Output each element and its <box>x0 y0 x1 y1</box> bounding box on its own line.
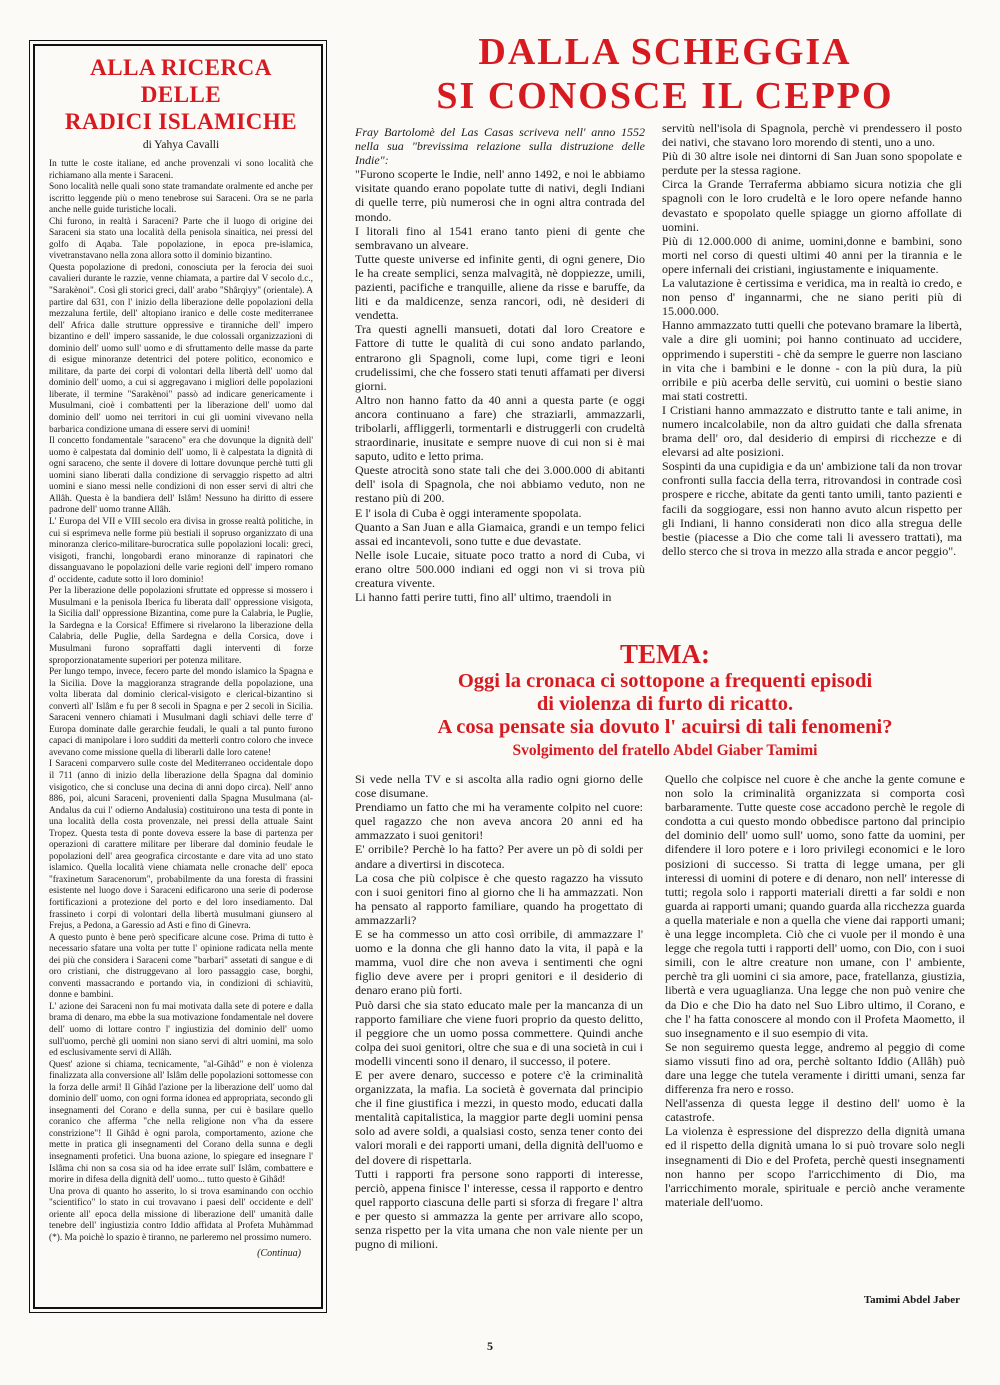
paragraph: L' azione dei Saraceni non fu mai motivata dalla sete di potere e dalla brama di denaro, ma ebbe la sua motivazione fondamentale nel dovere dell' uomo di lottare contro l' ingiustizia del dominio dell' uomo sull'uomo, perchè gli uomini non siano servi di altri uomini, ma solo ed esclusivamente servi di Allâh. <box>49 1001 313 1059</box>
main-article-column-2 <box>662 121 962 631</box>
paragraph: Il concetto fondamentale "saraceno" era che dovunque la dignità dell' uomo è calpestata dal dominio dell' uomo, lì è calpestata la dignità di ogni saraceno, che sente il dovere di lottare dovunque perchè tutti gli uomini siano liberati dalla condizione di servaggio rispetto ad altri uomini e siano messi nelle condizioni di non esser servi di altri che Allâh. Questa è la bandiera dell' Islâm! Nessuno ha diritto di essere padrone dell' uomo tranne Allâh. <box>49 436 313 516</box>
paragraph: Quello che colpisce nel cuore è che anche la gente comune e non solo la criminalità organizzata si comporta così barbaramente. Tutte queste cose accadono perchè le regole di condotta a cui questo mondo obbedisce partono dal principio del dominio dell' uomo sull' uomo, sono fatte da uomini, per difendere il loro potere e i loro privilegi economici e le loro posizioni di successo. Si tratta di legge umana, per gli interessi di uomini di potere e di denaro, non nell' interesse di tutti; regola solo i rapporti materiali diretti a far soldi e non guarda ai rapporti umani; quando guarda alla ricchezza guarda a quella materiale e non a quella che viene dai rapporti umani; è una legge incompleta. Ciò che ci vuole per il mondo è una legge che regola tutti i rapporti dell' uomo, con Dio, con i suoi simili, con le altre creature non umane, con l' ambiente, perchè tra gli uomini ci sia amore, pace, fratellanza, giustizia, libertà e vera uguaglianza. Una legge che non può venire che da Dio e che Dio ha dato nel Suo Libro ultimo, il Corano, e che l' ha fatta conoscere al mondo con il Profeta Maometto, il suo insegnamento e il suo esempio di vita. <box>665 772 965 1040</box>
paragraph: Nell'assenza di questa legge il destino dell' uomo è la catastrofe. <box>665 1096 965 1125</box>
paragraph: A questo punto è bene però specificare alcune cose. Prima di tutto è necessario sfatare una volta per tutte l' opinione radicata nella mente dei più che considera i Saraceni come "barbari" assetati di sangue e di oro cristiani, che distruggevano al loro passaggio case, borghi, conventi massacrando e portando via, in condizioni di schiavitù, donne e bambini. <box>49 932 313 1001</box>
tema-subtitle: Svolgimento del fratello Abdel Giaber Tamimi <box>512 742 818 759</box>
paragraph: Più di 30 altre isole nei dintorni di San Juan sono spopolate e perdute per la stessa ragione. <box>662 149 962 178</box>
intro-paragraph: Fray Bartolomè del Las Casas scriveva nell' anno 1552 nella sua "brevissima relazione sulla distruzione delle Indie": <box>355 125 645 168</box>
author-signature: Tamimi Abdel Jaber <box>863 1294 960 1306</box>
paragraph: Chi furono, in realtà i Saraceni? Parte che il luogo di origine dei Saraceni sia stato una località della penisola sinaitica, nei pressi del golfo di Aqaba. Tale popolazione, in epoca pre-islamica, vivetranstavano nella zona allora sotto il dominio bizantino. <box>49 216 313 262</box>
tema-question-line-2: di violenza di furto di ricatto. <box>536 693 794 715</box>
byline: di Yahya Cavalli <box>142 139 220 151</box>
paragraph: Più di 12.000.000 di anime, uomini,donne e bambini, sono morti nel corso di questi ultimi 40 anni per la tirannia e le opere infernali dei cristiani, ingiustamente e iniquamente. <box>662 233 962 276</box>
paragraph: servitù nell'isola di Spagnola, perchè vi prendessero il posto dei nativi, che stavano loro morendo di stenti, uno a uno. <box>662 121 962 150</box>
main-article-column-1 <box>355 125 645 635</box>
tema-label: TEMA: <box>620 639 710 669</box>
paragraph: Hanno ammazzato tutti quelli che potevano bramare la libertà, vale a dire gli uomini; poi hanno continuato ad uccidere, opprimendo i superstiti - chè da sempre le guerre non lasciano in vita che i bambini e le donne - con la più dura, la più orribile e più acerba delle servitù, cui uomini o bestie siano mai stati costretti. <box>662 318 962 403</box>
tema-heading <box>345 638 985 761</box>
paragraph: Prendiamo un fatto che mi ha veramente colpito nel cuore: quel ragazzo che non aveva ancora 20 anni ed ha ammazzato i suoi genitori! <box>355 800 643 843</box>
paragraph: Tutte queste universe ed infinite genti, di ogni genere, Dio le ha create semplici, senza malvagità, nè doppiezze, umili, pazienti, pacifiche e tranquille, aliene da risse e baruffe, da liti e da maldicenze, senza rancori, odi, nè desideri di vendetta. <box>355 251 645 323</box>
paragraph: Altro non hanno fatto da 40 anni a questa parte (e oggi ancora continuano a fare) che straziarli, ammazzarli, tribolarli, affliggerli, tormentarli e distruggerli con crudeltà straordinarie, inusitate e sempre nuove di cui non si è mai saputo, udito e letto prima. <box>355 392 645 464</box>
paragraph: Li hanno fatti perire tutti, fino all' ultimo, traendoli in <box>355 590 612 605</box>
paragraph: La violenza è espressione del disprezzo della dignità umana ed il rispetto della dignità umana lo si può trovare solo negli insegnamenti di Dio e del Profeta, perchè questi insegnamenti non hanno per scopo l'arricchimento di Dio, ma l'arricchimento morale, spirituale e perciò anche veramente materiale dell'uomo. <box>665 1124 965 1209</box>
tema-question-line-3: A cosa pensate sia dovuto l' acuirsi di tali fenomeni? <box>437 716 893 738</box>
paragraph: Si vede nella TV e si ascolta alla radio ogni giorno delle cose disumane. <box>355 772 643 801</box>
tema-column-1 <box>355 772 643 1307</box>
paragraph: Per lungo tempo, invece, fecero parte del mondo islamico la Spagna e la Sicilia. Dove la maggioranza stragrande della popolazione, una volta liberata dal dominio clerical-visigoto e clerical-bizantino si convertì all' Islâm e fu per 8 secoli in Spagna e per 2 secoli in Sicilia. Saraceni vennero chiamati i Musulmani dagli schiavi delle terre d' Europa dominate dalle gerarchie feudali, le quali a tal punto furono capaci di manipolare i loro sudditi da metterli contro coloro che invece avevano come missione quella di liberarli dalle loro catene! <box>49 667 313 758</box>
paragraph: I Saraceni comparvero sulle coste del Mediterraneo occidentale dopo il 711 (anno di inizio della liberazione della Spagna dal dominio visigotico, che si concluse una decina di anni dopo circa). Nell' anno 886, poi, alcuni Saraceni, provenienti dalla Spagna Musulmana (al-Andalus da cui l' odierno Andalusia) costituirono una testa di ponte in una località della costa provenzale, nei pressi della attuale Saint Tropez. Questa testa di ponte doveva essere la base di partenza per operazioni di carattere militare per liberare dal dominio feudale le popolazioni dell' area geografica circostante e dare vita ad uno stato islamico. Quella località viene chiamata nelle cronache dell' epoca "fraxinetum Saracenorum", probabilmente da una foresta di frassini esistente nel luogo dove i Saraceni edificarono una serie di poderose fortificazioni a protezione del porto e del loro insediamento. Dal frassineto i corpi di volontari della libertà musulmani giunsero al Frejus, a Pedona, a Garessio ad Asti e fino di Ginevra. <box>49 759 313 932</box>
paragraph: Circa la Grande Terraferma abbiamo sicura notizia che gli spagnoli con le loro crudeltà e le loro opere nefande hanno devastato e spopolato quelle spiagge un giorno affollate di uomini. <box>662 177 962 234</box>
paragraph: Questa popolazione di predoni, conosciuta per la ferocia dei suoi cavalieri durante le razzie, venne chiamata, a partire dal V secolo d.c., "Sarakènoi". Così gli storici greci, dall' arabo "Shârqiyy" (orientale). A partire dal 631, con l' inizio della liberazione delle popolazioni della mezzaluna fertile, dell' altopiano iranico e delle coste mediterranee dell' Africa dalle strutture oppressive e tiranniche dell' impero bizantino e dell' impero sassanide, le due colossali organizzazioni di dominio dell' uomo sull' uomo e di sfruttamento delle masse da parte di esigue minoranze detentrici del potere politico, economico e militare, da parte dei corpi di volontari della libertà dell' uomo dal dominio dell' uomo, a cui si aggregavano i migliori delle popolazioni liberate, il termine "Sarakènoi" passò ad indicare genericamente i Musulmani, cioè i combattenti per la liberazione dell' uomo dal dominio dell' uomo nei territori in cui gli uomini vivevano nella barbarica condizione umana di essere servi di uomini! <box>49 262 313 435</box>
paragraph: Quanto a San Juan e alla Giamaica, grandi e un tempo felici assai ed incantevoli, sono tutte e due devastate. <box>355 519 645 548</box>
paragraph: Sono località nelle quali sono state tramandate oralmente ed anche per iscritto leggende più o meno tenebrose sui Saraceni. Ora se ne parla anche nelle guide turistiche locali. <box>49 182 313 216</box>
continued-marker: (Continua) <box>257 1248 301 1260</box>
paragraph: Queste atrocità sono state tali che dei 3.000.000 di abitanti dell' isola di Spagnola, che noi abbiamo veduto, non ne restano più di 200. <box>355 463 645 506</box>
left-article-title: ALLA RICERCA DELLE RADICI ISLAMICHE <box>64 55 298 134</box>
paragraph: Nelle isole Lucaie, situate poco tratto a nord di Cuba, vi erano oltre 500.000 indiani ed oggi non vi si trova più creatura vivente. <box>355 547 645 590</box>
paragraph: Può darsi che sia stato educato male per la mancanza di un rapporto familiare che viene fuori proprio da questo delitto, il peggiore che un uomo possa commettere. Quindi anche colpa dei suoi genitori, oltre che sua e di una società in cui i modelli vincenti sono il denaro, il successo, il potere. <box>355 997 643 1068</box>
paragraph: I litorali fino al 1541 erano tanto pieni di gente che sembravano un alveare. <box>355 223 645 252</box>
paragraph: E' orribile? Perchè lo ha fatto? Per avere un pò di soldi per andare a divertirsi in discoteca. <box>355 842 643 871</box>
paragraph: La cosa che più colpisce è che questo ragazzo ha vissuto con i suoi genitori fino al giorno che li ha ammazzati. Non ha pensato al rapporto familiare, quando ha progettato di ammazzarli? <box>355 870 643 927</box>
paragraph: Per la liberazione delle popolazioni sfruttate ed oppresse si mossero i Musulmani e la penisola Iberica fu liberata dall' oppressione visigota, la Sicilia dall' oppressione Bizantina, come pure la Calabria, le Puglie, la Sardegna e la Corsica! Effimere si rivelarono la liberazione della Calabria, delle Puglie, della Sardegna e della Corsica, dove i Musulmani furono sopraffatti dagli interventi di forze sproporzionatamente superiori per potenza militare. <box>49 586 313 666</box>
paragraph: Una prova di quanto ho asserito, lo si trova esaminando con occhio "scientifico" lo stato in cui trovavano i paesi dell' occidente e dell' oriente all' epoca della missione di liberazione dell' umanità dalle tenebre dell' ingiustizia contro Iddio affidata al Profeta Muhàmmad (*). Ma poichè lo spazio è tiranno, ne parleremo nel prossimo numero. <box>49 1186 313 1243</box>
paragraph: Sospinti da una cupidigia e da un' ambizione tali da non trovar confronti sulla faccia della terra, ritrovandosi in contrade così prospere e ricche, abitate da genti tanto umili, tanto pazienti e facili da soggiogare, essi non hanno avuto alcun rispetto per gli Indiani, li hanno considerati non dico alla stregua delle bestie (piacesse a Dio che come tali li avessero trattati), ma dello sterco che si trova in mezzo alla strada e ancor peggio". <box>662 459 962 558</box>
paragraph: Se non seguiremo questa legge, andremo al peggio di come siamo vissuti fino ad ora, perchè soltanto Iddio (Allâh) può dare una legge che tutela veramente i diritti umani, senza far differenza fra nero e rosso. <box>665 1039 965 1097</box>
paragraph: In tutte le coste italiane, ed anche provenzali vi sono località che richiamano alla mente i Saraceni. <box>49 159 313 181</box>
sidebar-article-box <box>33 44 323 1309</box>
paragraph: E se ha commesso un atto così orribile, di ammazzare l' uomo e la donna che gli hanno dato la vita, il papà e la mamma, vuol dire che non aveva i sentimenti che ogni figlio deve avere per i propri genitori e il desiderio di denaro erano più forti. <box>355 927 643 998</box>
paragraph: "Furono scoperte le Indie, nell' anno 1492, e noi le abbiamo visitate quando erano popolate tutte di nativi, degli Indiani di quelle terre, più numerosi che in ogni altra contrada del mondo. <box>355 167 645 224</box>
paragraph: Tra questi agnelli mansueti, dotati dal loro Creatore e Fattore di tutte le qualità di cui sono andato parlando, entrarono gli Spagnoli, come lupi, come tigri e leoni crudelissimi, che che fossero stati tenuti affamati per diversi giorni. <box>355 322 645 393</box>
paragraph: L' Europa del VII e VIII secolo era divisa in grosse realtà politiche, in cui si esprimeva nelle forme più bestiali il sopruso organizzato di una minoranza clerico-militare-burocratica sulle popolazioni locali: greci, visigoti, franchi, longobardi erano minoranze di rapinatori che dissanguavano le popolazioni delle varie regioni dell' impero romano d' occidente, cadute sotto il loro dominio! <box>49 516 313 585</box>
paragraph: La valutazione è certissima e veridica, ma in realtà io credo, e non penso d' ingannarmi, che ne siano periti più di 15.000.000. <box>662 276 962 319</box>
tema-question-line-1: Oggi la cronaca ci sottopone a frequenti episodi <box>457 670 873 692</box>
paragraph: Quest' azione si chiama, tecnicamente, "al-Gihâd" e non è violenza finalizzata alla conversione all' Islâm delle popolazioni sottomesse con la forza delle armi! Il Gihâd l'azione per la liberazione dell' uomo dal dominio dell' uomo, con ogni forma idonea ed appropriata, secondo gli insegnamenti del Corano e della sunna, per cui è basilare quello coranico che afferma "che nella religione non v'ha da essere constrizione"! Il Gihâd è ogni parola, comportamento, azione che mette in pratica gli insegnamenti del Corano della sunna e degli insegnamenti profetici. Una buona azione, lo spiegare ed insegnare l' Islâma chi non sa cosa sia od ha idee errate sull' Islâm, combattere e morire in difesa della dignità dell' uomo... tutto questo è Gihâd! <box>49 1059 313 1186</box>
left-article-body <box>49 159 313 1244</box>
page-number: 5 <box>487 1339 493 1353</box>
paragraph: I Cristiani hanno ammazzato e distrutto tante e tali anime, in numero incalcolabile, non da altro guidati che dalla sfrenata brama dell' oro, dal desiderio di empirsi di ricchezze e di elevarsi ad alte posizioni. <box>662 402 962 460</box>
tema-column-2 <box>665 772 965 1297</box>
paragraph: Tutti i rapporti fra persone sono rapporti di interesse, perciò, appena finisce l' interesse, cessa il rapporto e dentro quel rapporto ciascuna delle parti si sforza di fregare l' altra e per questo si ammazza la gente per arrivare allo scopo, senza rispetto per la vita umana che non vale niente per un pugno di milioni. <box>355 1166 643 1252</box>
paragraph: E per avere denaro, successo e potere c'è la criminalità organizzata, la mafia. La società è governata dal principio che il fine giustifica i mezzi, in questo modo, educati dalla mentalità capitalistica, la maggior parte degli uomini pensa solo ad avere soldi, a qualsiasi costo, senza tener conto dei valori morali e dei rapporti umani, della dignità dell'uomo e del dovere di rispettarla. <box>355 1067 643 1167</box>
paragraph: E l' isola di Cuba è oggi interamente spopolata. <box>355 505 582 520</box>
main-article-title: DALLA SCHEGGIA SI CONOSCE IL CEPPO <box>436 31 894 117</box>
